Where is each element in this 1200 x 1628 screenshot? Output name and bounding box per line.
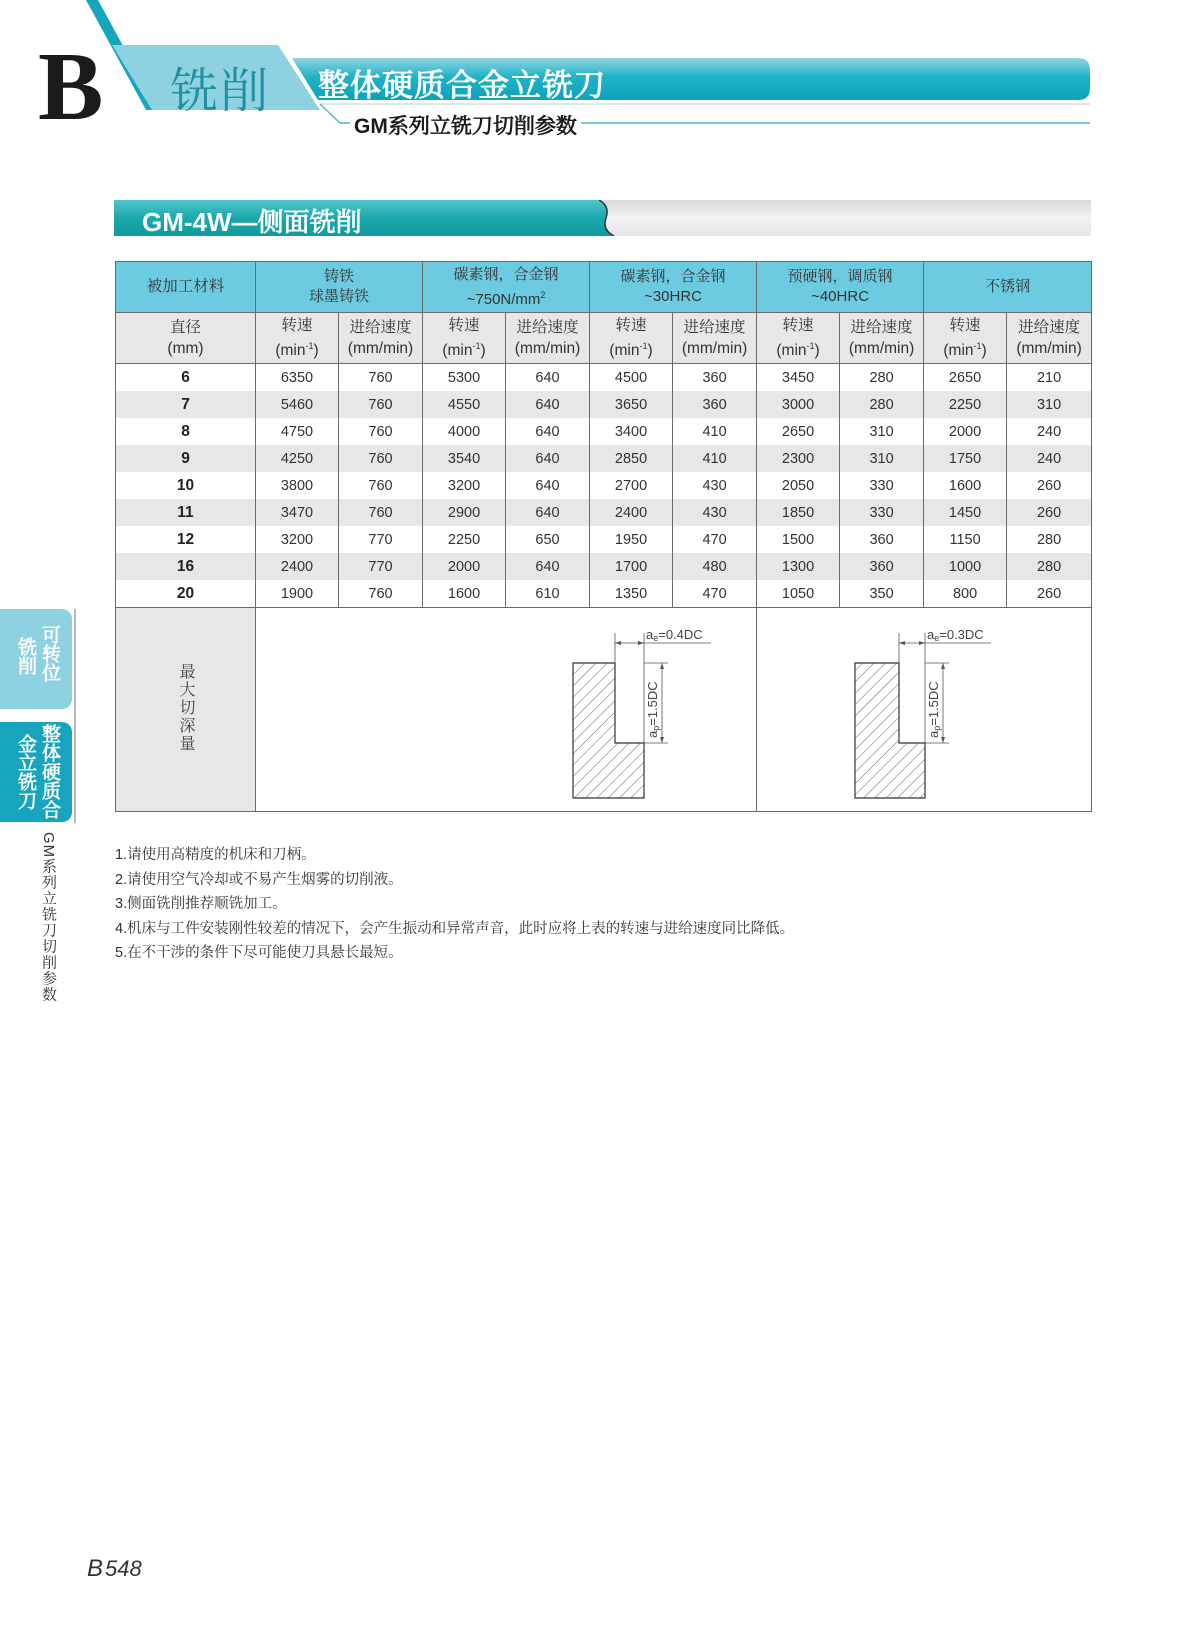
speed-cell: 2400 [590,499,673,526]
diameter-cell: 10 [116,472,256,499]
feed-cell: 280 [1007,553,1092,580]
speed-cell: 3800 [256,472,339,499]
speed-cell: 2050 [757,472,840,499]
feed-cell: 260 [1007,499,1092,526]
svg-text:ap=1.5DC: ap=1.5DC [926,681,943,738]
svg-text:ae=0.4DC: ae=0.4DC [646,627,703,643]
depth-diagram-cell-stainless [757,608,1092,812]
speed-header: 转速 $(\min^{-1})$ [924,313,1007,364]
diameter-cell: 16 [116,553,256,580]
feed-cell: 310 [840,445,924,472]
feed-cell: 480 [673,553,757,580]
svg-text:ae=0.3DC: ae=0.3DC [927,627,984,643]
feed-header: 进给速度 (mm/min) [1007,313,1092,364]
feed-cell: 410 [673,418,757,445]
speed-cell: 4500 [590,364,673,392]
feed-cell: 210 [1007,364,1092,392]
feed-cell: 640 [506,553,590,580]
speed-cell: 2000 [423,553,506,580]
table-row [116,445,1092,472]
speed-cell: 2250 [924,391,1007,418]
speed-cell: 6350 [256,364,339,392]
feed-header: 进给速度 (mm/min) [840,313,924,364]
speed-cell: 5460 [256,391,339,418]
speed-cell: 2900 [423,499,506,526]
feed-cell: 470 [673,580,757,608]
feed-cell: 640 [506,391,590,418]
depth-diagram-0.4dc [266,608,746,807]
table-row [116,553,1092,580]
diameter-cell: 11 [116,499,256,526]
cutting-parameters-table [115,261,1092,812]
feed-cell: 360 [840,553,924,580]
feed-cell: 760 [339,445,423,472]
section-title: GM-4W—侧面铣削 [142,207,362,237]
page-subtitle: GM系列立铣刀切削参数 [350,110,581,140]
speed-header: 转速 $(\min^{-1})$ [256,313,339,364]
feed-cell: 770 [339,526,423,553]
speed-cell: 2850 [590,445,673,472]
speed-cell: 3540 [423,445,506,472]
diameter-cell: 20 [116,580,256,608]
speed-cell: 4750 [256,418,339,445]
side-tab-indexable-milling[interactable]: 可转位 铣削 [0,609,72,709]
speed-cell: 2700 [590,472,673,499]
feed-cell: 470 [673,526,757,553]
speed-cell: 1750 [924,445,1007,472]
diameter-cell: 8 [116,418,256,445]
material-label: 被加工材料 [116,262,256,313]
speed-cell: 1150 [924,526,1007,553]
unit-header-row [116,313,1092,364]
speed-cell: 2400 [256,553,339,580]
diameter-cell: 12 [116,526,256,553]
feed-cell: 430 [673,472,757,499]
material-carbon-steel-30hrc: 碳素钢，合金钢 ~30HRC [590,262,757,313]
speed-cell: 1000 [924,553,1007,580]
speed-cell: 1500 [757,526,840,553]
feed-cell: 360 [840,526,924,553]
feed-cell: 240 [1007,418,1092,445]
feed-cell: 360 [673,364,757,392]
material-header-row [116,262,1092,313]
feed-cell: 640 [506,472,590,499]
feed-cell: 760 [339,391,423,418]
diameter-cell: 9 [116,445,256,472]
speed-cell: 1850 [757,499,840,526]
svg-text:ap=1.5DC: ap=1.5DC [645,681,662,738]
depth-diagram-0.3dc [759,608,1089,807]
speed-header: 转速 $(\min^{-1})$ [757,313,840,364]
speed-cell: 1050 [757,580,840,608]
feed-cell: 360 [673,391,757,418]
feed-header: 进给速度 (mm/min) [506,313,590,364]
table-row [116,526,1092,553]
speed-cell: 3450 [757,364,840,392]
speed-cell: 800 [924,580,1007,608]
table-row [116,418,1092,445]
feed-cell: 280 [1007,526,1092,553]
feed-cell: 610 [506,580,590,608]
speed-cell: 3650 [590,391,673,418]
diameter-cell: 7 [116,391,256,418]
feed-cell: 760 [339,418,423,445]
feed-cell: 330 [840,499,924,526]
speed-cell: 2000 [924,418,1007,445]
material-prehardened-steel: 预硬钢，调质钢 ~40HRC [757,262,924,313]
speed-header: 转速 $(\min^{-1})$ [590,313,673,364]
speed-cell: 1600 [924,472,1007,499]
material-stainless-steel: 不锈钢 [924,262,1092,313]
feed-cell: 310 [1007,391,1092,418]
feed-cell: 240 [1007,445,1092,472]
feed-cell: 650 [506,526,590,553]
note-item: 5.在不干涉的条件下尽可能使刀具悬长最短。 [115,945,403,961]
feed-cell: 760 [339,472,423,499]
feed-cell: 330 [840,472,924,499]
feed-cell: 760 [339,364,423,392]
depth-diagram-cell [256,608,757,812]
material-cast-iron: 铸铁 球墨铸铁 [256,262,423,313]
section-letter: B [38,33,104,141]
speed-header: 转速 $(\min^{-1})$ [423,313,506,364]
feed-header: 进给速度 (mm/min) [673,313,757,364]
max-depth-row [116,608,1092,812]
table-row [116,580,1092,608]
side-caption: GM系列立铣刀切削参数 [40,832,57,1003]
page-title: 整体硬质合金立铣刀 [318,68,606,103]
feed-cell: 260 [1007,580,1092,608]
feed-cell: 760 [339,580,423,608]
diameter-header: 直径 (mm) [116,313,256,364]
feed-cell: 430 [673,499,757,526]
speed-cell: 1350 [590,580,673,608]
speed-cell: 5300 [423,364,506,392]
feed-cell: 640 [506,418,590,445]
speed-cell: 3470 [256,499,339,526]
table-row [116,391,1092,418]
feed-cell: 760 [339,499,423,526]
feed-cell: 640 [506,364,590,392]
note-item: 3.侧面铣削推荐顺铣加工。 [115,896,287,912]
page-number: B548 [87,1555,142,1582]
speed-cell: 1300 [757,553,840,580]
table-row [116,499,1092,526]
feed-cell: 280 [840,364,924,392]
speed-cell: 1700 [590,553,673,580]
speed-cell: 3400 [590,418,673,445]
speed-cell: 3200 [256,526,339,553]
material-carbon-steel-750: 碳素钢，合金钢 $\sim 750N/mm^2$ [423,262,590,313]
speed-cell: 4250 [256,445,339,472]
table-row [116,472,1092,499]
speed-cell: 1600 [423,580,506,608]
side-tab-solid-carbide-endmill[interactable]: 整体硬质合 金立铣刀 [0,722,72,822]
speed-cell: 3000 [757,391,840,418]
note-item: 4.机床与工件安装刚性较差的情况下，会产生振动和异常声音，此时应将上表的转速与进给速度同比降低。 [115,920,795,937]
category-label: 铣削 [170,65,271,118]
speed-cell: 2650 [924,364,1007,392]
side-tab-divider [74,609,76,823]
max-depth-label: 最大切深量 [116,608,256,812]
table-row [116,364,1092,392]
feed-cell: 280 [840,391,924,418]
feed-cell: 640 [506,445,590,472]
speed-cell: 1900 [256,580,339,608]
feed-cell: 410 [673,445,757,472]
feed-cell: 350 [840,580,924,608]
speed-cell: 1950 [590,526,673,553]
diameter-cell: 6 [116,364,256,392]
speed-cell: 2650 [757,418,840,445]
feed-cell: 260 [1007,472,1092,499]
speed-cell: 4000 [423,418,506,445]
note-item: 2.请使用空气冷却或不易产生烟雾的切削液。 [115,871,403,888]
feed-header: 进给速度 (mm/min) [339,313,423,364]
speed-cell: 3200 [423,472,506,499]
speed-cell: 1450 [924,499,1007,526]
speed-cell: 4550 [423,391,506,418]
notes-list [115,843,794,966]
feed-cell: 640 [506,499,590,526]
note-item: 1.请使用高精度的机床和刀柄。 [115,847,316,863]
feed-cell: 310 [840,418,924,445]
feed-cell: 770 [339,553,423,580]
speed-cell: 2300 [757,445,840,472]
speed-cell: 2250 [423,526,506,553]
